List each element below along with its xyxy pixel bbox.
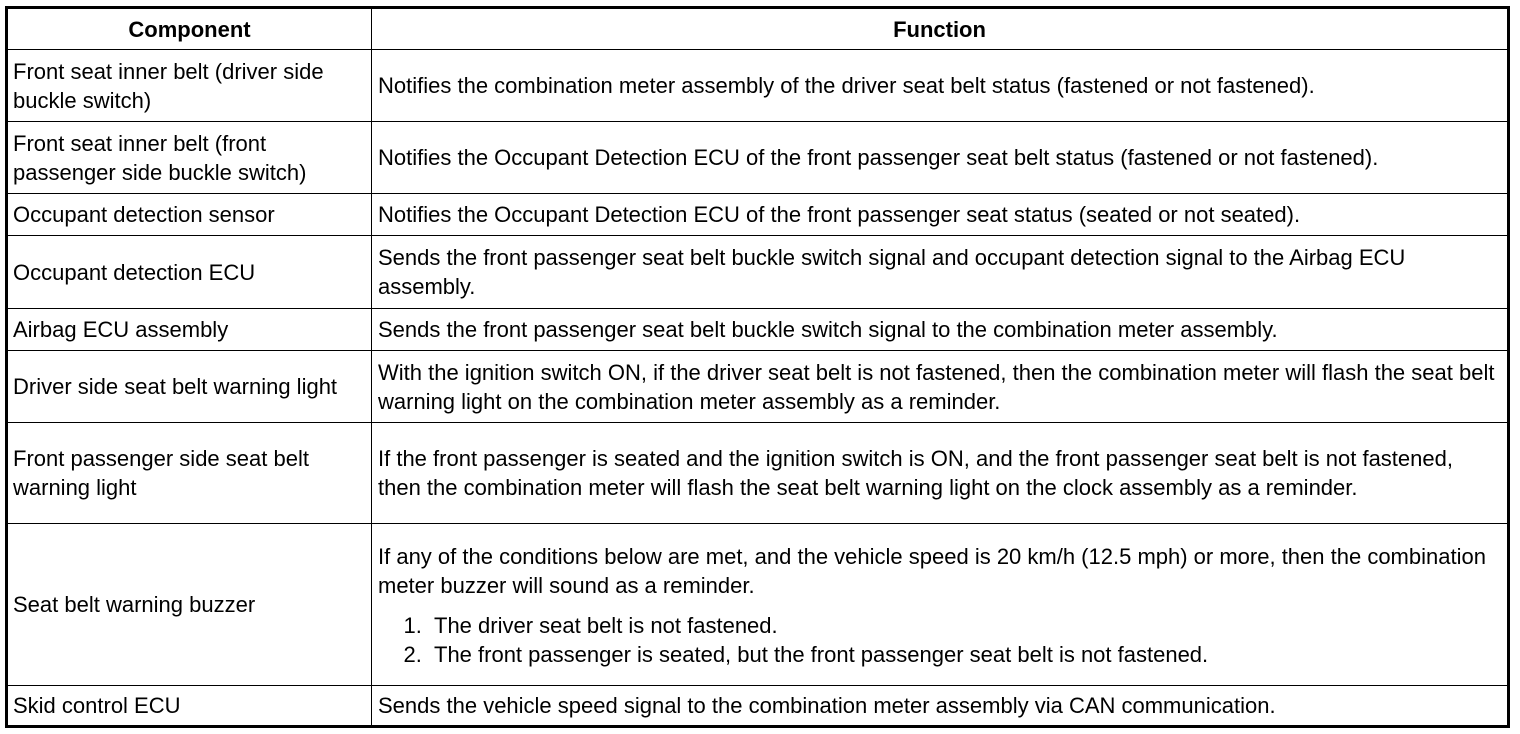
component-cell: Airbag ECU assembly xyxy=(7,309,372,351)
function-cell xyxy=(372,524,1509,686)
table-row xyxy=(7,351,1509,423)
function-cell: Notifies the Occupant Detection ECU of the front passenger seat status (seated or not seated). xyxy=(372,194,1509,236)
table-row xyxy=(7,524,1509,686)
function-cell: Sends the vehicle speed signal to the combination meter assembly via CAN communication. xyxy=(372,686,1509,727)
component-cell: Skid control ECU xyxy=(7,686,372,727)
table-row xyxy=(7,309,1509,351)
header-row xyxy=(7,8,1509,50)
component-cell: Front passenger side seat belt warning light xyxy=(7,423,372,524)
table-row xyxy=(7,686,1509,727)
table-row xyxy=(7,194,1509,236)
component-cell: Driver side seat belt warning light xyxy=(7,351,372,423)
table-row xyxy=(7,423,1509,524)
component-cell: Front seat inner belt (driver side buckle switch) xyxy=(7,50,372,122)
component-cell: Occupant detection sensor xyxy=(7,194,372,236)
component-column-header: Component xyxy=(7,8,372,50)
table-row xyxy=(7,50,1509,122)
function-column-header: Function xyxy=(372,8,1509,50)
conditions-list xyxy=(378,611,1499,669)
table-row xyxy=(7,122,1509,194)
component-function-table xyxy=(5,6,1510,728)
function-cell: Sends the front passenger seat belt buckle switch signal to the combination meter assembly. xyxy=(372,309,1509,351)
function-cell: Sends the front passenger seat belt buckle switch signal and occupant detection signal to the Airbag ECU assembly. xyxy=(372,236,1509,309)
component-cell: Occupant detection ECU xyxy=(7,236,372,309)
function-cell: Notifies the Occupant Detection ECU of the front passenger seat belt status (fastened or not fastened). xyxy=(372,122,1509,194)
list-item: 2. The front passenger is seated, but the front passenger seat belt is not fastened. xyxy=(428,640,1499,669)
list-item: 1. The driver seat belt is not fastened. xyxy=(428,611,1499,640)
function-cell: With the ignition switch ON, if the driver seat belt is not fastened, then the combination meter will flash the seat belt warning light on the combination meter assembly as a reminder. xyxy=(372,351,1509,423)
table-row xyxy=(7,236,1509,309)
component-cell: Front seat inner belt (front passenger side buckle switch) xyxy=(7,122,372,194)
function-cell: Notifies the combination meter assembly of the driver seat belt status (fastened or not fastened). xyxy=(372,50,1509,122)
function-text: If any of the conditions below are met, and the vehicle speed is 20 km/h (12.5 mph) or more, then the combination meter buzzer will sound as a reminder. xyxy=(378,544,1486,598)
component-cell: Seat belt warning buzzer xyxy=(7,524,372,686)
function-cell: If the front passenger is seated and the ignition switch is ON, and the front passenger seat belt is not fastened, then the combination meter will flash the seat belt warning light on the clock assembly as a reminder. xyxy=(372,423,1509,524)
